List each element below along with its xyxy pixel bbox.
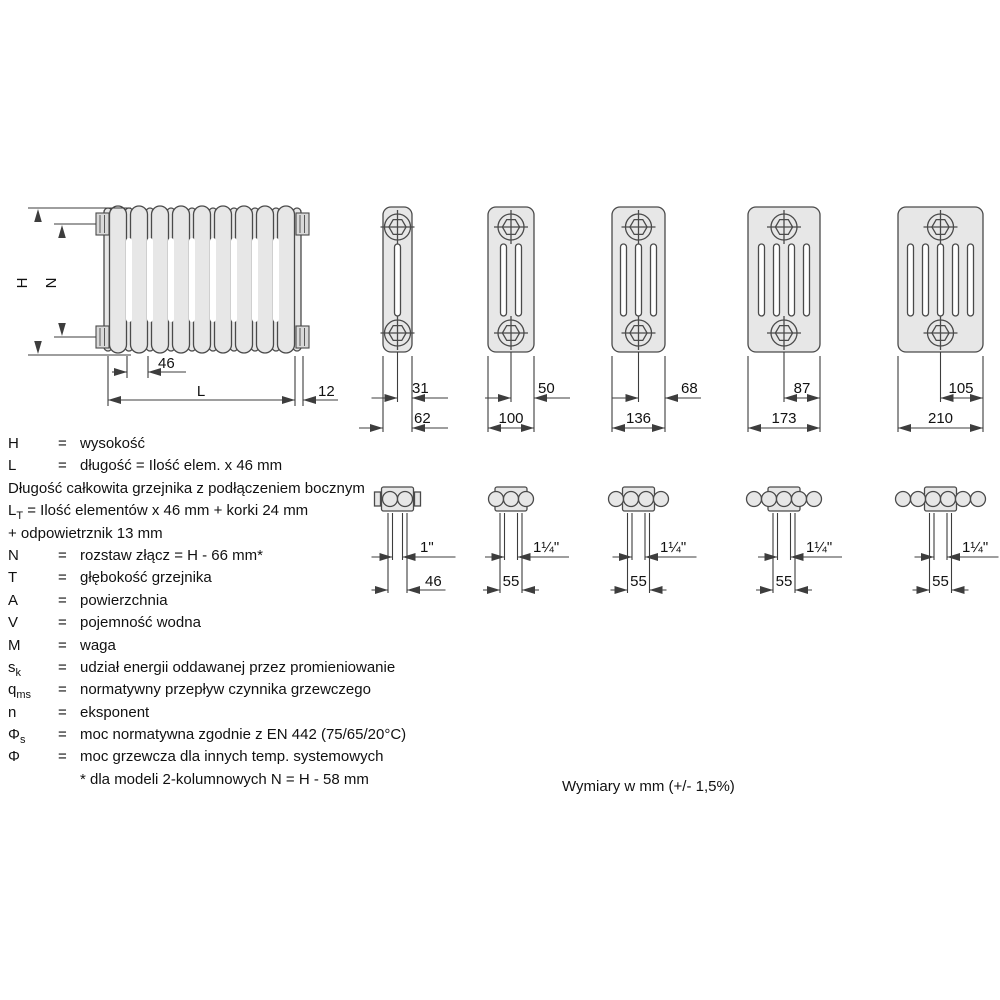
column-tube-circle — [609, 492, 624, 507]
legend-text: moc grzewcza dla innych temp. systemowych — [80, 748, 384, 766]
legend-row — [8, 657, 478, 679]
column-tube-circle — [639, 492, 654, 507]
legend-equals: = — [58, 703, 67, 721]
legend-symbol: $L_T$ — [8, 502, 24, 523]
column-tube-circle — [777, 492, 792, 507]
legend-text: eksponent — [80, 703, 150, 721]
legend — [8, 433, 478, 791]
element-gap — [210, 238, 216, 322]
legend-equals: = — [58, 457, 67, 475]
column-tube-circle — [896, 492, 911, 507]
section-slot — [938, 244, 944, 316]
end-plug-dim-label: 12 — [318, 383, 335, 400]
legend-equals: = — [58, 636, 67, 654]
legend-row — [8, 635, 478, 657]
legend-text: = Ilość elementów x 46 mm + korki 24 mm — [27, 502, 309, 520]
legend-row — [8, 545, 478, 567]
legend-equals: = — [58, 681, 67, 699]
cross-section-2col — [359, 207, 448, 432]
section-slot — [789, 244, 795, 316]
connection-size-label: 1¼" — [660, 539, 687, 556]
legend-symbol: L — [8, 457, 17, 475]
pitch-dim-label: 55 — [775, 573, 793, 590]
legend-equals: = — [58, 569, 67, 587]
legend-text: rozstaw złącz = H - 66 mm* — [80, 546, 263, 564]
section-slot — [621, 244, 627, 316]
full-width-dim-label: 100 — [498, 410, 524, 427]
legend-text: pojemność wodna — [80, 614, 201, 632]
legend-row — [8, 724, 478, 746]
section-slot — [953, 244, 959, 316]
legend-symbol: $s_k$ — [8, 658, 21, 679]
column-tube-circle — [747, 492, 762, 507]
pitch-dim-label: 55 — [630, 573, 647, 590]
legend-text: * dla modeli 2-kolumnowych N = H - 58 mm — [80, 770, 369, 788]
top-view-6col — [896, 487, 999, 593]
legend-equals: = — [58, 614, 67, 632]
half-width-dim-label: 105 — [948, 380, 974, 397]
legend-text: moc normatywna zgodnie z EN 442 (75/65/20°C) — [80, 726, 407, 744]
radiator-elements — [104, 206, 301, 353]
element-tube — [110, 206, 127, 353]
element-tube — [131, 206, 148, 353]
element-gap — [273, 238, 279, 322]
element-gap — [147, 238, 153, 322]
legend-row — [8, 702, 478, 724]
element-gap — [126, 238, 132, 322]
element-tube — [215, 206, 232, 353]
legend-symbol: N — [8, 546, 19, 564]
top-view-4col — [609, 487, 697, 593]
column-tube-circle — [654, 492, 669, 507]
legend-equals: = — [58, 546, 67, 564]
pitch-dim-label: 55 — [502, 573, 520, 590]
connection-size-label: 1" — [420, 539, 434, 556]
legend-text: Długość całkowita grzejnika z podłączeniem bocznym — [8, 479, 365, 497]
legend-symbol: A — [8, 591, 19, 609]
element-tube — [236, 206, 253, 353]
legend-text: powierzchnia — [80, 591, 168, 609]
cross-section-4col — [612, 207, 701, 432]
legend-text: wysokość — [80, 435, 146, 452]
legend-row — [8, 433, 478, 455]
legend-symbol: M — [8, 636, 21, 654]
cross-section-3col — [485, 207, 570, 432]
legend-row — [8, 523, 478, 545]
full-width-dim-label: 62 — [414, 410, 431, 427]
column-tube-circle — [519, 492, 534, 507]
front-view-radiator — [14, 206, 338, 406]
element-tube — [173, 206, 190, 353]
element-gap — [168, 238, 174, 322]
half-width-dim-label: 50 — [538, 380, 555, 397]
element-tube — [152, 206, 169, 353]
full-width-dim-label: 173 — [771, 410, 797, 427]
legend-symbol: Φ — [8, 748, 20, 766]
full-width-dim-label: 210 — [927, 410, 954, 427]
legend-text: głębokość grzejnika — [80, 569, 212, 587]
legend-row — [8, 612, 478, 634]
connection-size-label: 1¼" — [533, 539, 560, 556]
legend-symbol: n — [8, 703, 17, 721]
legend-symbol: $q_{ms}$ — [8, 681, 32, 702]
section-slot — [759, 244, 765, 316]
dimension-tolerance-note: Wymiary w mm (+/- 1,5%) — [562, 778, 735, 795]
column-tube-circle — [807, 492, 822, 507]
cross-section-6col — [898, 207, 983, 432]
column-tube-circle — [489, 492, 504, 507]
section-slot — [395, 244, 401, 316]
height-dim-label: H — [14, 277, 31, 289]
legend-text: waga — [80, 636, 116, 654]
legend-symbol: T — [8, 569, 18, 587]
element-tube — [257, 206, 274, 353]
legend-symbol: V — [8, 614, 19, 632]
column-tube-circle — [762, 492, 777, 507]
legend-text: normatywny przepływ czynnika grzewczego — [80, 681, 371, 699]
column-tube-circle — [971, 492, 986, 507]
half-width-dim-label: 68 — [681, 380, 698, 397]
legend-equals: = — [58, 658, 67, 676]
half-width-dim-label: 87 — [793, 380, 811, 397]
legend-text: udział energii oddawanej przez promieniowanie — [80, 658, 396, 676]
section-slot — [923, 244, 929, 316]
pitch-dim-label: 46 — [425, 573, 442, 590]
legend-symbol: H — [8, 435, 19, 452]
column-tube-circle — [624, 492, 639, 507]
element-gap — [231, 238, 237, 322]
pitch-dim-label: 55 — [932, 573, 949, 590]
cross-section-5col — [748, 207, 820, 432]
top-view-5col — [747, 487, 843, 593]
legend-row — [8, 679, 478, 701]
legend-row — [8, 478, 478, 500]
legend-row — [8, 746, 478, 768]
legend-row — [8, 500, 478, 522]
section-slot — [774, 244, 780, 316]
section-slot — [636, 244, 642, 316]
length-dim-label: L — [196, 383, 206, 400]
legend-equals: = — [58, 748, 67, 766]
section-slot — [968, 244, 974, 316]
top-view-3col — [483, 487, 569, 593]
legend-text: + odpowietrznik 13 mm — [8, 524, 163, 542]
column-tube-circle — [956, 492, 971, 507]
legend-equals: = — [58, 591, 67, 609]
pipe-spacing-dim-label: N — [43, 277, 60, 289]
connection-size-label: 1¼" — [806, 539, 833, 556]
connection-size-label: 1¼" — [962, 539, 989, 556]
column-tube-circle — [504, 492, 519, 507]
length-dimensions — [108, 355, 338, 406]
column-tube-circle — [792, 492, 807, 507]
legend-equals: = — [58, 726, 67, 744]
element-pitch-label: 46 — [158, 355, 175, 372]
element-tube — [278, 206, 295, 353]
section-slot — [516, 244, 522, 316]
legend-row — [8, 769, 478, 791]
column-tube-circle — [911, 492, 926, 507]
full-width-dim-label: 136 — [625, 410, 652, 427]
column-tube-circle — [941, 492, 956, 507]
element-gap — [252, 238, 258, 322]
column-tube-circle — [926, 492, 941, 507]
element-gap — [189, 238, 195, 322]
legend-row — [8, 455, 478, 477]
section-slot — [651, 244, 657, 316]
legend-text: długość = Ilość elem. x 46 mm — [80, 457, 283, 475]
section-slot — [501, 244, 507, 316]
section-slot — [908, 244, 914, 316]
legend-row — [8, 567, 478, 589]
element-tube — [194, 206, 211, 353]
legend-symbol: $\Phi_s$ — [8, 726, 26, 747]
legend-equals: = — [58, 435, 67, 452]
legend-row — [8, 590, 478, 612]
section-slot — [804, 244, 810, 316]
half-width-dim-label: 31 — [412, 380, 429, 397]
